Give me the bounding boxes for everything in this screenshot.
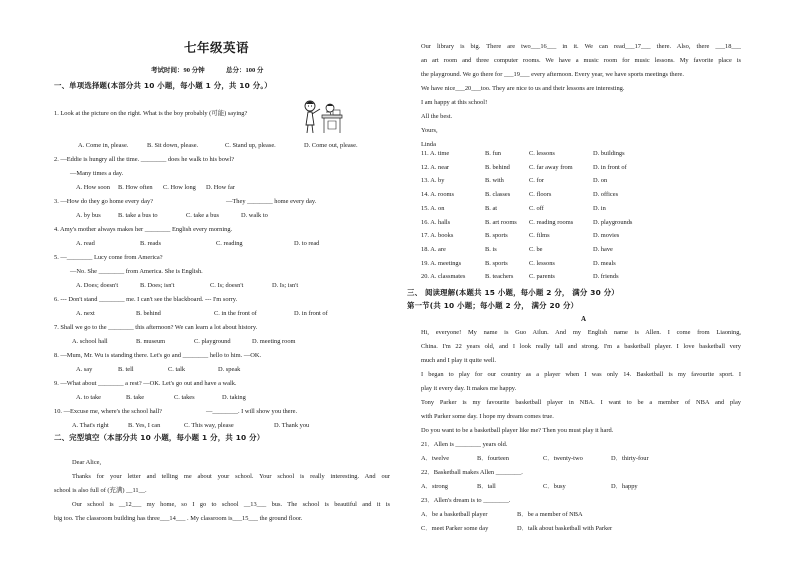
letter-closing-2: All the best. <box>421 113 453 120</box>
letter-para2-line1: Our school is __12___ my home, so I go to school __13___ bus. The school is beautiful and it is <box>72 501 390 508</box>
question-5-stem: 5. —________ Lucy come from America? <box>54 254 163 261</box>
q21-option-b: B．fourteen <box>477 455 509 462</box>
q10-option-b: B. Yes, I can <box>128 422 161 429</box>
passage-letter: A <box>581 315 587 323</box>
q23-option-d: D．talk about basketball with Parker <box>517 525 613 532</box>
question-22-stem: 22．Basketball makes Allen ________. <box>421 469 523 476</box>
cloze-option: 14. A. rooms <box>421 191 455 199</box>
total-score: 总分：100 分 <box>226 67 264 74</box>
reading-para1-line1: Hi, everyone! My name is Guo Ailun. And my English name is Allen. I come from Liaoning, <box>421 329 741 336</box>
q5-option-d: D. Is; isn't <box>272 282 299 289</box>
cloze-option: D. in <box>593 204 606 212</box>
cloze-option: C. floors <box>529 191 552 199</box>
q21-option-c: C．twenty-two <box>543 455 583 462</box>
q23-option-c: C．meet Parker some day <box>421 525 489 532</box>
section3-part1-heading: 第一节(共 10 小题；每小题 2 分， 满分 20 分） <box>407 301 579 310</box>
cloze-option: B. behind <box>485 163 510 171</box>
exam-time: 考试时间：90 分钟 <box>151 67 205 74</box>
reading-para1-line2: China. I'm 22 years old, and I look really tall and strong. I'm a basketball player. I love basketball very <box>421 343 741 350</box>
q1-option-b: B. Sit down, please. <box>147 142 199 149</box>
reading-para4: Do you want to be a basketball player like me? Then you must play it hard. <box>421 427 614 434</box>
cloze-option: B. is <box>485 245 497 253</box>
letter-salutation: Dear Alice, <box>72 459 102 466</box>
cloze-option: 11. A. time <box>421 150 450 157</box>
q1-option-d: D. Come out, please. <box>304 142 358 149</box>
q7-option-b: B. museum <box>136 338 166 345</box>
reading-para3-line1: Tony Parker is my favourite basketball player in NBA. I want to be a member of NBA and play <box>421 399 741 406</box>
cloze-option: C. parents <box>529 273 555 281</box>
cloze-option: C. be <box>529 245 543 253</box>
cloze-option: C. for <box>529 177 544 185</box>
letter-para1-line1: Thanks for your letter and telling me about your school. Your school is really interesting. And our <box>72 473 390 480</box>
q7-option-c: C. playground <box>194 338 231 345</box>
q23-option-a: A．be a basketball player <box>421 511 488 518</box>
cloze-option: D. on <box>593 177 608 185</box>
cloze-option: 13. A. by <box>421 177 445 185</box>
cloze-option: B. at <box>485 204 498 212</box>
q9-option-a: A. to take <box>76 394 102 401</box>
cloze-option: D. in front of <box>593 163 627 171</box>
q8-option-d: D. speak <box>218 366 241 373</box>
reading-para2-line1: I began to play for our country as a player when I was only 14. Basketball is my favourite sport. I <box>421 371 741 378</box>
question-10-stem: 10. —Excuse me, where's the school hall? <box>54 408 162 415</box>
q4-option-c: C. reading <box>216 240 243 247</box>
cloze-option: D. friends <box>593 273 619 281</box>
q10-option-d: D. Thank you <box>274 422 310 429</box>
q9-option-d: D. taking <box>222 394 246 401</box>
letter-closing-3: Yours, <box>421 127 438 134</box>
q8-option-a: A. say <box>76 366 93 373</box>
q7-option-a: A. school hall <box>72 338 108 345</box>
q6-option-a: A. next <box>76 310 95 317</box>
q3-option-c: C. take a bus <box>186 212 220 219</box>
q2-option-c: C. How long <box>163 184 196 191</box>
passage-para4: We have nice___20___too. They are nice to us and their lessons are interesting. <box>421 85 625 92</box>
question-6-stem: 6. --- Don't stand ________ me. I can't see the blackboard. --- I'm sorry. <box>54 296 238 303</box>
cloze-option: B. with <box>485 177 504 185</box>
question-1-stem: 1. Look at the picture on the right. What is the boy probably (可能) saying? <box>54 110 248 117</box>
section1-heading: 一、单项选择题(本部分共 10 小题，每小题 1 分，共 10 分。） <box>54 81 272 90</box>
q3-option-d: D. walk to <box>241 212 268 219</box>
cloze-option: B. sports <box>485 259 508 267</box>
q3-option-b: B. take a bus to <box>118 212 158 219</box>
cloze-option: B. fun <box>485 150 501 157</box>
cloze-option: C. off <box>529 204 544 212</box>
page-title: 七年级英语 <box>184 40 250 55</box>
cloze-option: D. playgrounds <box>593 218 633 226</box>
question-9-stem: 9. —What about ________ a rest? —OK. Let's go out and have a walk. <box>54 380 237 387</box>
passage-para3-line2: an art room and three computer rooms. We have a music room for music lessons. My favorite place is <box>421 57 741 64</box>
question-3-stem: 3. —How do they go home every day? <box>54 198 154 205</box>
passage-para3-line3: the playground. We go there for ___19___ every afternoon. Every year, we have sports meetings there. <box>421 71 684 78</box>
cloze-option: B. teachers <box>485 273 514 281</box>
q6-option-c: C. in the front of <box>214 310 257 317</box>
cloze-option: B. art rooms <box>485 218 517 226</box>
q22-option-a: A．strong <box>421 483 448 490</box>
reading-para3-line2: with Parker some day. I hope my dream comes true. <box>421 413 554 420</box>
q23-option-b: B．be a member of NBA <box>517 511 583 518</box>
question-7-stem: 7. Shall we go to the ________ this afternoon? We can learn a lot about history. <box>54 324 258 331</box>
question-4-stem: 4. Amy's mother always makes her ________ English every morning. <box>54 226 233 233</box>
letter-para2-line2: big too. The classroom building has three___14___ . My classroom is___15___ the ground floor. <box>54 515 303 522</box>
q21-option-a: A．twelve <box>421 455 450 462</box>
q2-option-a: A. How soon <box>76 184 110 191</box>
cloze-option: 15. A. on <box>421 204 445 212</box>
reading-para1-line3: much and I play it quite well. <box>421 357 497 364</box>
q2-option-d: D. How far <box>206 184 235 191</box>
cloze-option: D. have <box>593 245 613 253</box>
passage-para3-line1: Our library is big. There are two___16___ in it. We can read___17___ there. Also, there ___18___ <box>421 43 741 50</box>
q21-option-d: D．thirty-four <box>611 455 649 462</box>
q4-option-b: B. reads <box>140 240 161 247</box>
cloze-option: 18. A. are <box>421 245 446 253</box>
letter-signature: Linda <box>421 141 436 148</box>
q9-option-b: B. take <box>126 394 145 401</box>
q8-option-c: C. talk <box>168 366 186 373</box>
cloze-option: C. films <box>529 232 550 240</box>
cloze-option: B. classes <box>485 191 511 199</box>
section2-heading: 二、完型填空（本部分共 10 小题，每小题 1 分，共 10 分） <box>54 433 265 442</box>
q22-option-c: C．busy <box>543 483 566 490</box>
cloze-option: 12. A. near <box>421 163 450 171</box>
question-2-stem: 2. —Eddie is hungry all the time. ________ does he walk to his bowl? <box>54 156 235 163</box>
q4-option-d: D. to read <box>294 240 320 247</box>
cloze-option: 17. A. books <box>421 232 454 240</box>
q6-option-d: D. in front of <box>294 310 328 317</box>
question-10-answer-line: —________. I will show you there. <box>206 408 298 415</box>
cloze-option: D. movies <box>593 232 620 240</box>
cloze-option: 19. A. meetings <box>421 259 462 267</box>
cloze-option: D. offices <box>593 191 619 199</box>
letter-para1-line2: school is also full of (充满) __11__. <box>54 487 147 494</box>
q7-option-d: D. meeting room <box>252 338 296 345</box>
letter-closing-1: I am happy at this school! <box>421 99 488 106</box>
q4-option-a: A. read <box>76 240 95 247</box>
cloze-option: D. buildings <box>593 150 625 157</box>
q10-option-a: A. That's right <box>72 422 109 429</box>
q5-option-c: C. Is; doesn't <box>210 282 244 289</box>
question-21-stem: 21．Allen is ________ years old. <box>421 441 508 448</box>
question-23-stem: 23．Allen's dream is to ________. <box>421 497 511 504</box>
cloze-option: B. sports <box>485 232 508 240</box>
cloze-option: 20. A. classmates <box>421 273 466 281</box>
q5-option-a: A. Does; doesn't <box>76 282 119 289</box>
q2-option-b: B. How often <box>118 184 153 191</box>
q5-option-b: B. Does; isn't <box>140 282 175 289</box>
q1-option-c: C. Stand up, please. <box>225 142 276 149</box>
cloze-option: 16. A. halls <box>421 218 451 226</box>
cloze-option: C. lessons <box>529 259 555 267</box>
q1-option-a: A. Come in, please. <box>78 142 129 149</box>
q8-option-b: B. tell <box>118 366 134 373</box>
boy-at-desk-illustration <box>300 99 344 135</box>
q9-option-c: C. takes <box>174 394 195 401</box>
cloze-option: C. far away from <box>529 163 573 171</box>
cloze-option: C. reading rooms <box>529 218 574 226</box>
question-5-answer-line: —No. She ________ from America. She is English. <box>70 268 203 275</box>
question-2-answer-line: —Many times a day. <box>70 170 124 177</box>
question-8-stem: 8. —Mum, Mr. Wu is standing there. Let's go and ________ hello to him. —OK. <box>54 352 262 359</box>
cloze-option: C. lessons <box>529 150 555 157</box>
reading-para2-line2: play it every day. It makes me happy. <box>421 385 517 392</box>
q10-option-c: C. This way, please <box>184 422 234 429</box>
section3-heading: 三、 阅读理解(本题共 15 小题，每小题 2 分， 满分 30 分） <box>407 288 619 297</box>
q6-option-b: B. behind <box>136 310 161 317</box>
cloze-option: D. meals <box>593 259 616 267</box>
q3-option-a: A. by bus <box>76 212 101 219</box>
q22-option-b: B．tall <box>477 483 496 490</box>
q22-option-d: D．happy <box>611 483 638 490</box>
question-3-answer-line: —They ________ home every day. <box>226 198 317 205</box>
